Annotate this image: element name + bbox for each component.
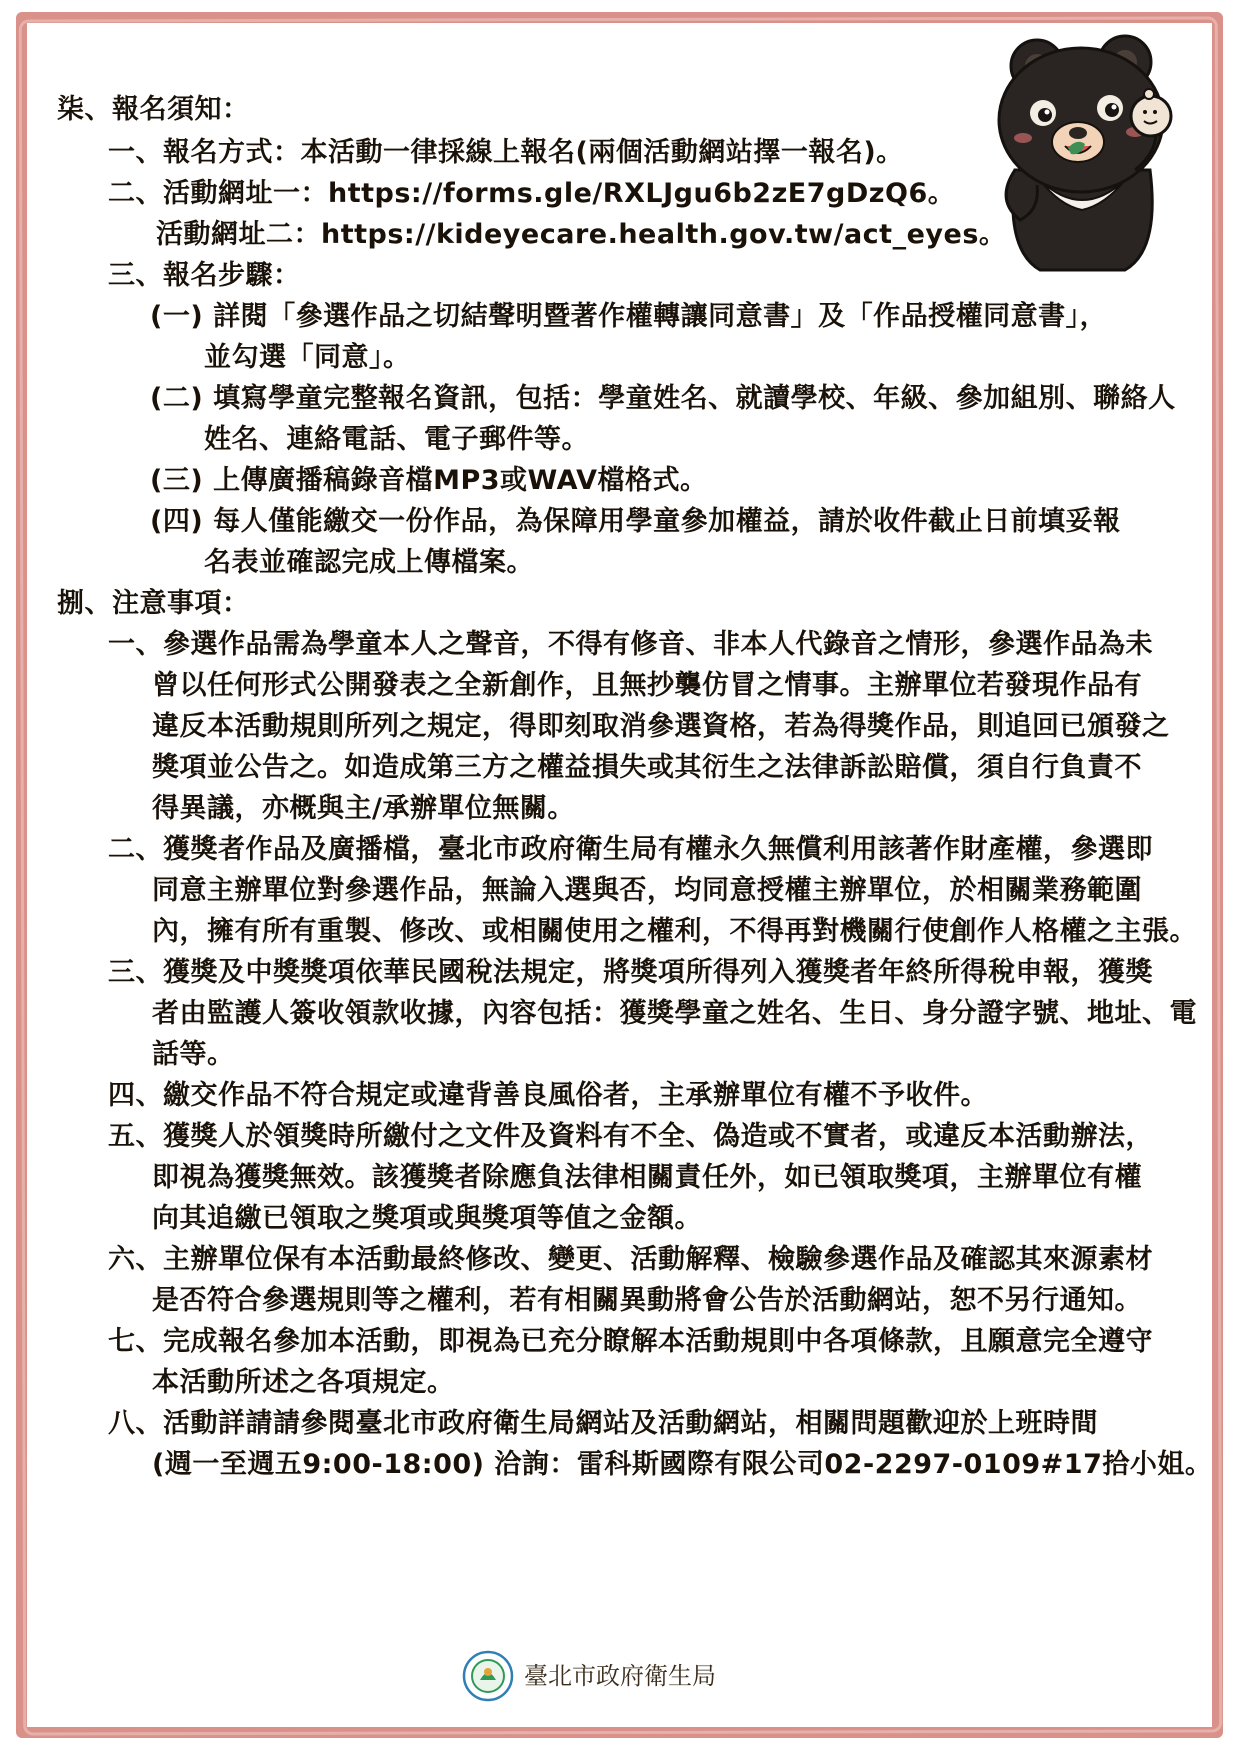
note-line: 同意主辦單位對參選作品，無論入選與否，均同意授權主辦單位，於相關業務範圍 xyxy=(152,875,1142,906)
step-1: (一) 詳閱「參選作品之切結聲明暨著作權轉讓同意書」及「作品授權同意書」， xyxy=(150,301,1108,332)
section-heading-notes: 捌、注意事項： xyxy=(57,588,250,619)
registration-steps-heading: 三、報名步驟： xyxy=(108,260,301,291)
note-line: 即視為獲獎無效。該獲獎者除應負法律相關責任外，如已領取獎項，主辦單位有權 xyxy=(152,1162,1142,1193)
note-line: 曾以任何形式公開發表之全新創作，且無抄襲仿冒之情事。主辦單位若發現作品有 xyxy=(152,670,1142,701)
activity-url-1[interactable]: 二、活動網址一：https://forms.gle/RXLJgu6b2zE7gDzQ6。 xyxy=(108,178,956,209)
note-line: 內，擁有所有重製、修改、或相關使用之權利，不得再對機關行使創作人格權之主張。 xyxy=(152,916,1197,947)
note-line: 二、獲獎者作品及廣播檔，臺北市政府衛生局有權永久無償利用該著作財產權，參選即 xyxy=(108,834,1153,865)
note-line: 得異議，亦概與主/承辦單位無關。 xyxy=(152,793,575,824)
step-4: (四) 每人僅能繳交一份作品，為保障用學童參加權益，請於收件截止日前填妥報 xyxy=(150,506,1121,537)
note-line: 八、活動詳請請參閱臺北市政府衛生局網站及活動網站，相關問題歡迎於上班時間 xyxy=(108,1408,1098,1439)
step-2: (二) 填寫學童完整報名資訊，包括：學童姓名、就讀學校、年級、參加組別、聯絡人 xyxy=(150,383,1176,414)
note-line: 六、主辦單位保有本活動最終修改、變更、活動解釋、檢驗參選作品及確認其來源素材 xyxy=(108,1244,1153,1275)
step-2-cont: 姓名、連絡電話、電子郵件等。 xyxy=(204,424,589,455)
note-line: 者由監護人簽收領款收據，內容包括：獲獎學童之姓名、生日、身分證字號、地址、電 xyxy=(152,998,1197,1029)
note-line: 本活動所述之各項規定。 xyxy=(152,1367,455,1398)
health-department-seal-icon xyxy=(462,1650,514,1702)
contact-line: (週一至週五9:00-18:00) 洽詢：雷科斯國際有限公司02-2297-0109#17拾小姐。 xyxy=(152,1449,1213,1480)
note-line: 七、完成報名參加本活動，即視為已充分瞭解本活動規則中各項條款，且願意完全遵守 xyxy=(108,1326,1153,1357)
registration-method: 一、報名方式：本活動一律採線上報名(兩個活動網站擇一報名)。 xyxy=(108,137,904,168)
step-3: (三) 上傳廣播稿錄音檔MP3或WAV檔格式。 xyxy=(150,465,708,496)
note-line: 四、繳交作品不符合規定或違背善良風俗者，主承辦單位有權不予收件。 xyxy=(108,1080,988,1111)
section-heading-registration: 柒、報名須知： xyxy=(57,94,250,125)
bear-mascot-icon xyxy=(985,20,1175,285)
activity-url-2[interactable]: 活動網址二：https://kideyecare.health.gov.tw/act_eyes。 xyxy=(156,219,1007,250)
note-line: 向其追繳已領取之獎項或與獎項等值之金額。 xyxy=(152,1203,702,1234)
note-line: 話等。 xyxy=(152,1039,235,1070)
note-line: 一、參選作品需為學童本人之聲音，不得有修音、非本人代錄音之情形，參選作品為未 xyxy=(108,629,1153,660)
step-4-cont: 名表並確認完成上傳檔案。 xyxy=(204,547,534,578)
org-name: 臺北市政府衛生局 xyxy=(524,1662,716,1690)
note-line: 違反本活動規則所列之規定，得即刻取消參選資格，若為得獎作品，則追回已頒發之 xyxy=(152,711,1170,742)
note-line: 五、獲獎人於領獎時所繳付之文件及資料有不全、偽造或不實者，或違反本活動辦法， xyxy=(108,1121,1153,1152)
note-line: 獎項並公告之。如造成第三方之權益損失或其衍生之法律訴訟賠償，須自行負責不 xyxy=(152,752,1142,783)
step-1-cont: 並勾選「同意」。 xyxy=(204,342,411,373)
note-line: 是否符合參選規則等之權利，若有相關異動將會公告於活動網站，恕不另行通知。 xyxy=(152,1285,1142,1316)
note-line: 三、獲獎及中獎獎項依華民國稅法規定，將獎項所得列入獲獎者年終所得稅申報，獲獎 xyxy=(108,957,1153,988)
